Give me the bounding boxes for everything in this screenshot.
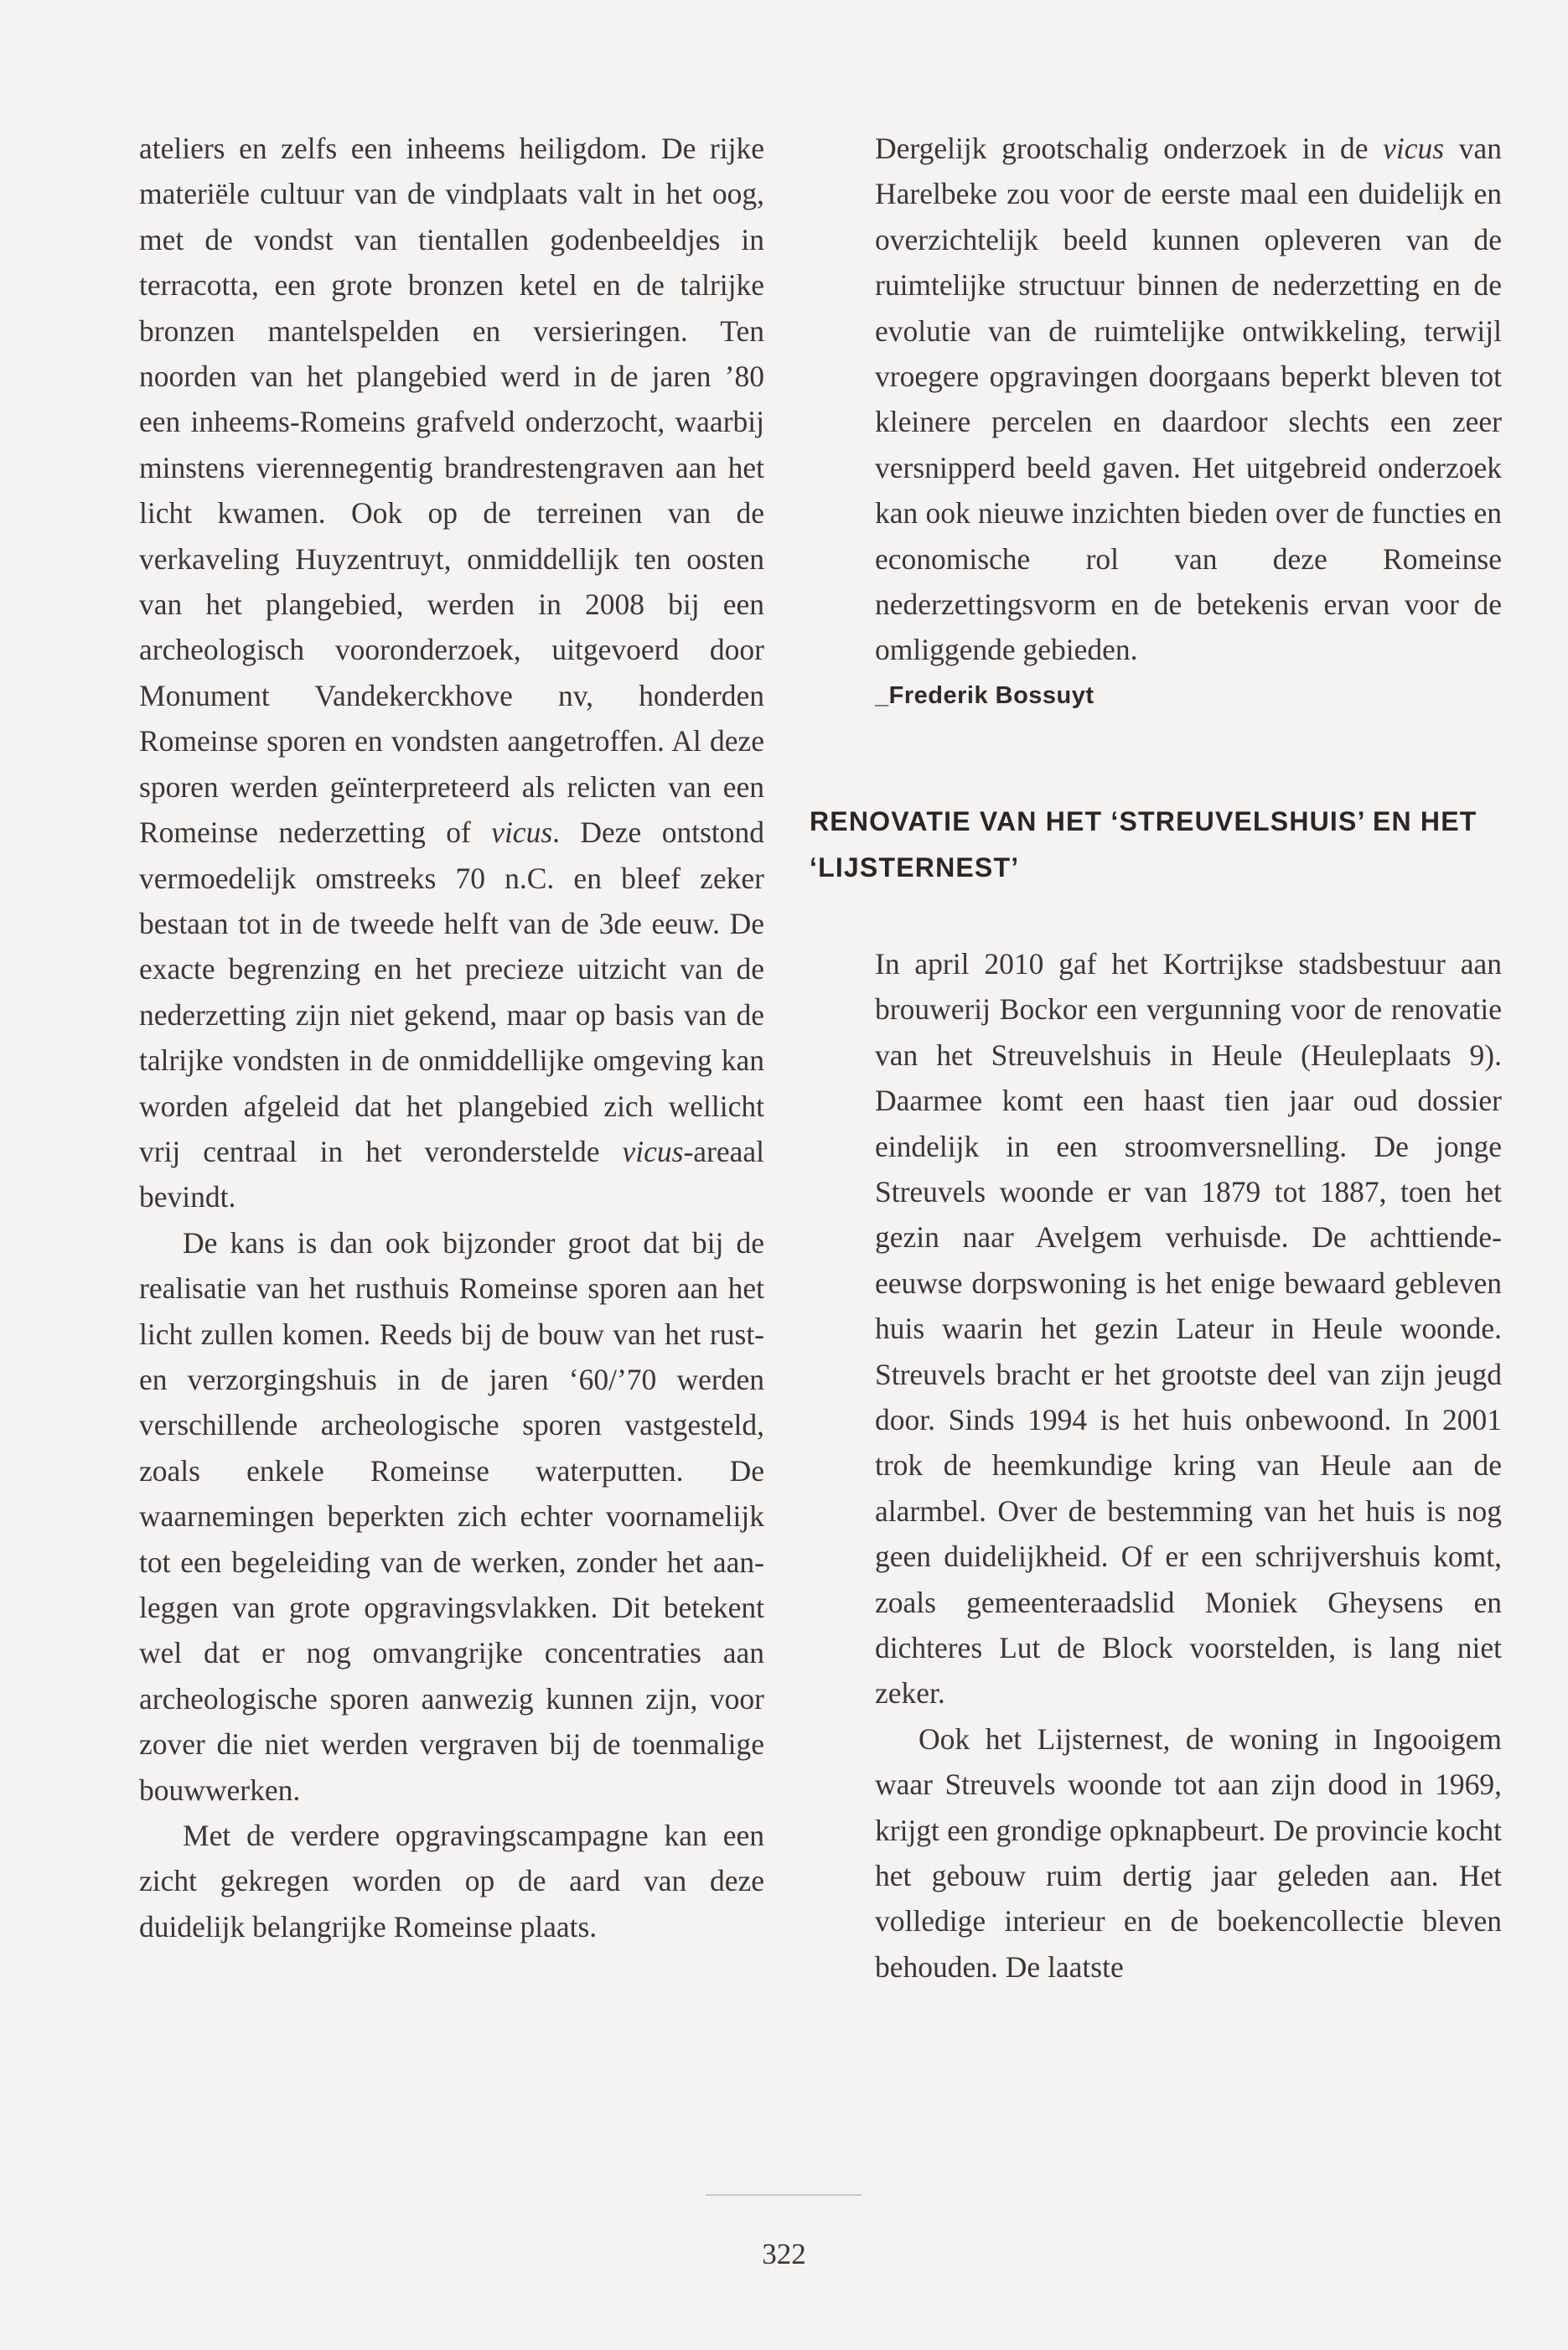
author-signature: _Frederik Bossuyt <box>875 681 1094 709</box>
text-run: . Deze ontstond vermoedelijk omstreeks 70 n.C. en bleef zeker bestaan tot in de tweede helft van de 3de eeuw. De exacte begrenzing en het precieze uitzicht van de nederzetting zijn niet gekend, maar op basis van de talrijke vondsten in de onmiddellijke omgeving kan worden afgeleid dat het plangebied zich wellicht vrij centraal in het veronderstelde <box>139 815 765 1168</box>
italic-term: vicus <box>1383 132 1445 165</box>
right-paragraph-1 <box>875 126 1502 673</box>
italic-term: vicus <box>491 815 553 850</box>
italic-term: vicus <box>622 1134 684 1168</box>
left-column <box>139 126 764 1949</box>
left-paragraph-3: Met de verdere opgravingscampagne kan een zicht gekregen worden op de aard van deze duidelijk belangrijke Romeinse plaats. <box>139 1819 764 1944</box>
section-heading: RENOVATIE VAN HET ‘STREUVELSHUIS’ EN HET ‘LIJSTERNEST’ <box>810 805 1477 883</box>
text-run: van Harelbeke zou voor de eerste maal een duidelijk en overzichtelijk beeld kunnen opleveren van de ruimtelijke structuur binnen de nederzetting en de evolutie van de ruimtelijke ontwikkeling, terwijl vroegere opgravingen doorgaans beperkt bleven tot kleinere percelen en daardoor slechts een zeer versnipperd beeld gaven. Het uitgebreid onderzoek kan ook nieuwe inzichten bieden over de functies en economische rol van deze Romeinse nederzettingsvorm en de betekenis ervan voor de omliggende gebieden. <box>875 132 1503 667</box>
right-column <box>810 126 1503 1990</box>
footer-divider <box>706 2194 862 2196</box>
right-paragraph-3: Ook het Lijsternest, de woning in Ingooigem waar Streuvels woonde tot aan zijn dood in 1969, krijgt een grondige opknapbeurt. De provincie kocht het gebouw ruim dertig jaar geleden aan. Het volledige interieur en de boekencollectie bleven behouden. De laatste <box>875 1721 1502 1984</box>
text-run: Dergelijk grootschalig onderzoek in de <box>875 132 1384 165</box>
left-paragraph-2: De kans is dan ook bijzonder groot dat bij de realisatie van het rusthuis Romeinse sporen aan het licht zullen komen. Reeds bij de bouw van het rust- en verzorgingshuis in de jaren ‘60/’70 werden verschillende archeologische sporen vastgesteld, zoals enkele Romeinse waterputten. De waarnemingen beperkten zich echter voornamelijk tot een begeleiding van de werken, zonder het aanleggen van grote opgravingsvlakken. Dit betekent wel dat er nog omvangrijke concentraties aan archeologische sporen aanwezig kunnen zijn, voor zover die niet werden vergraven bij de toenmalige bouwwerken. <box>139 1225 764 1807</box>
left-paragraph-1 <box>139 126 764 1220</box>
right-paragraph-2: In april 2010 gaf het Kortrijkse stadsbestuur aan brouwerij Bockor een vergunning voor de renovatie van het Streuvelshuis in Heule (Heuleplaats 9). Daarmee komt een haast tien jaar oud dossier eindelijk in een stroomversnelling. De jonge Streuvels woonde er van 1879 tot 1887, toen het gezin naar Avelgem verhuisde. De achttiende-eeuwse dorpswoning is het enige bewaard gebleven huis waarin het gezin Lateur in Heule woonde. Streuvels bracht er het grootste deel van zijn jeugd door. Sinds 1994 is het huis onbewoond. In 2001 trok de heemkundige kring van Heule aan de alarmbel. Over de bestemming van het huis is nog geen duidelijkheid. Of er een schrijvershuis komt, zoals gemeenteraadslid Moniek Gheysens en dichteres Lut de Block voorstelden, is lang niet zeker. <box>875 946 1502 1711</box>
page-number: 322 <box>762 2238 806 2270</box>
text-run: ateliers en zelfs een inheems heiligdom. De rijke materiële cultuur van de vindplaats valt in het oog, met de vondst van tientallen godenbeeldjes in terracotta, een grote bronzen ketel en de talrijke bronzen mantelspelden en versieringen. Ten noorden van het plangebied werd in de jaren ’80 een inheems-Romeins grafveld onderzocht, waarbij minstens vierennegentig brandrestengraven aan het licht kwamen. Ook op de terreinen van de verkaveling Huyzentruyt, onmiddellijk ten oosten van het plangebied, werden in 2008 bij een archeologisch vooronderzoek, uitgevoerd door Monument Vandekerckhove nv, honderden Romeinse sporen en vondsten aangetroffen. Al deze sporen werden geïnterpreteerd als relicten van een Romeinse nederzetting of <box>139 132 764 850</box>
text-run: -areaal bevindt. <box>139 1134 764 1214</box>
